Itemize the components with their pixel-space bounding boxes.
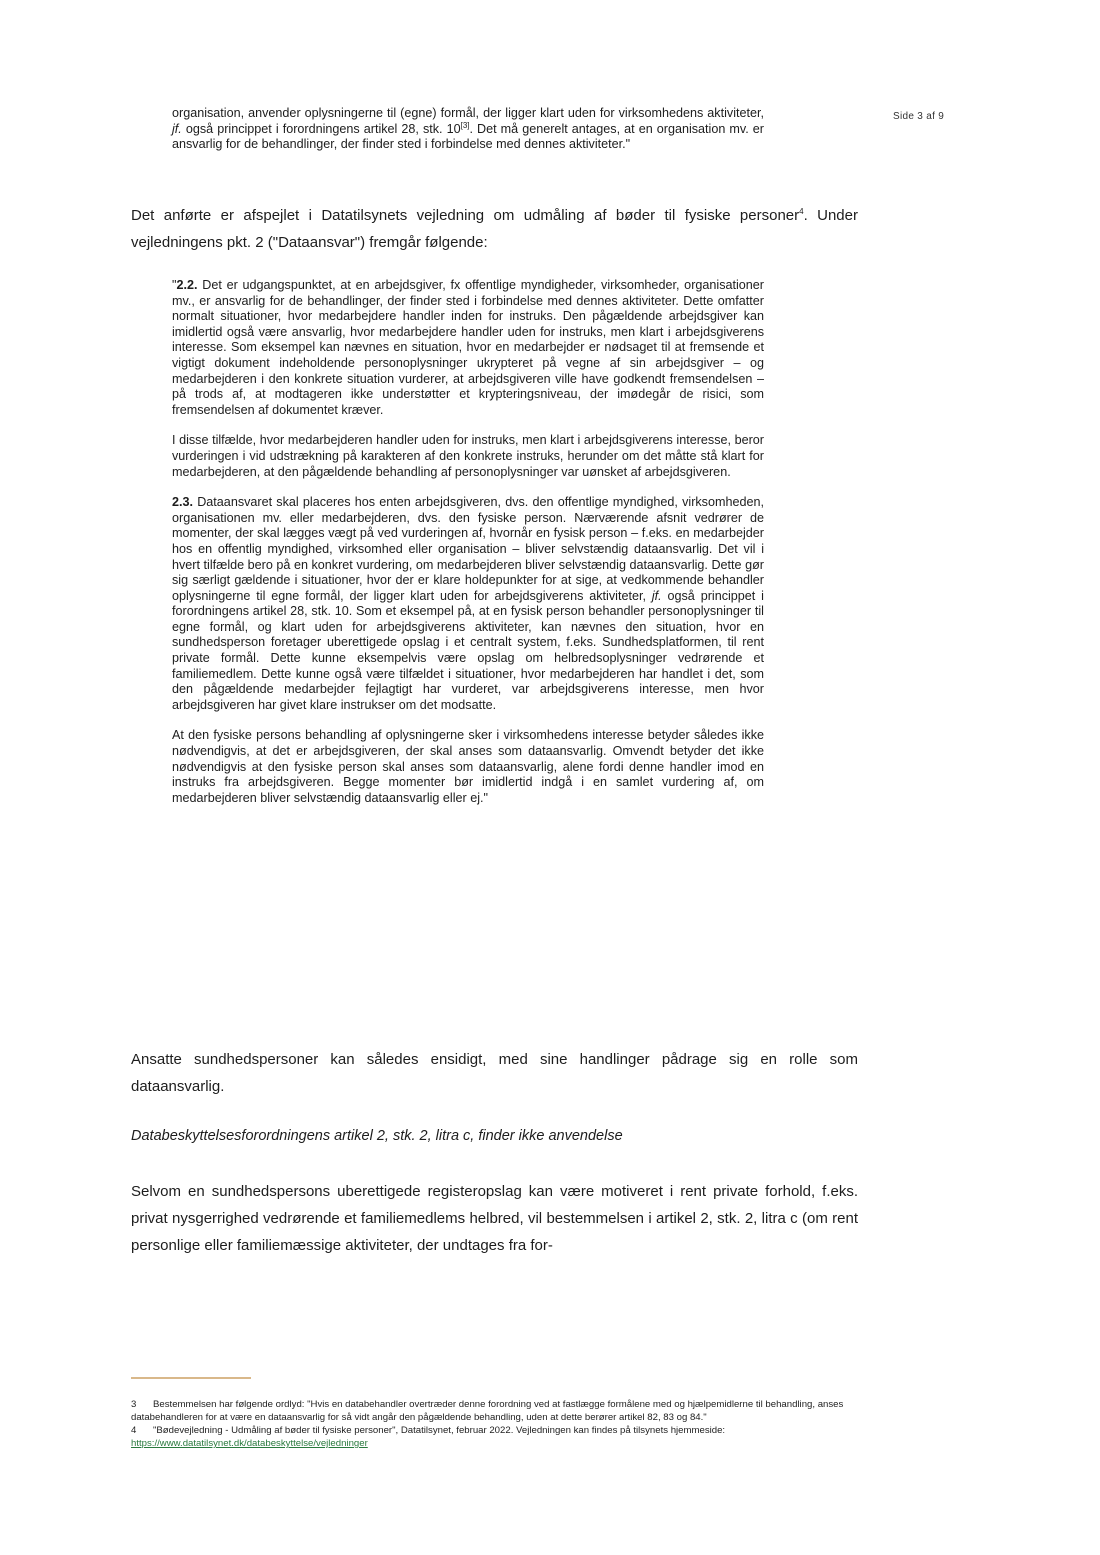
section-number: 2.2. (176, 278, 198, 292)
footnote-link[interactable]: https://www.datatilsynet.dk/databeskyttelse/vejledninger (131, 1438, 368, 1449)
quote-italic: jf. (651, 588, 662, 603)
quote-text: også princippet i forordningens artikel 28, stk. 10. Som et eksempel på, at en fysisk person behandler personoplysninger til egne formål, og klart uden for arbejdsgiverens aktiviteter, kan nævnes den situation, hvor en sundhedsperson foretager uberettigede opslag i et centralt system, f.eks. Sundhedsplatformen, til rent private formål. Dette kunne eksempelvis være opslag om helbredsoplysninger vedrørende et familiemedlem. Dette kunne også være tilfældet i situationer, hvor medarbejderen har handlet i det, som den pågældende medarbejder fejlagtigt har vurderet, var arbejdsgiverens interesse, men hvor arbejdsgiveren har givet klare instrukser om det modsatte. (172, 588, 764, 712)
quote-paragraph (172, 495, 764, 713)
body-text: Det anførte er afspejlet i Datatilsynets vejledning om udmåling af bøder til fysiske personer (131, 207, 800, 224)
quote-text: organisation, anvender oplysningerne til (egne) formål, der ligger klart uden for virksomhedens aktiviteter, (172, 106, 764, 120)
footnote-number: 4 (131, 1425, 137, 1436)
body-paragraph-3: Selvom en sundhedspersons uberettigede registeropslag kan være motiveret i rent private forhold, f.eks. privat nysgerrighed vedrørende et familiemedlems helbred, vil bestemmelsen i artikel 2, stk. 2, litra c (om rent personlige eller familiemæssige aktiviteter, der undtages fra for- (131, 1183, 858, 1254)
body-paragraph-2: Ansatte sundhedspersoner kan således ensidigt, med sine handlinger pådrage sig en rolle som dataansvarlig. (131, 1051, 858, 1095)
quote-paragraph (172, 278, 764, 418)
quote-paragraph (172, 106, 764, 153)
footnote-ref-4[interactable]: 4 (799, 207, 804, 216)
section-number: 2.3. (172, 495, 194, 510)
body-paragraph-1 (131, 202, 858, 256)
footnote-text: Bestemmelsen har følgende ordlyd: "Hvis en databehandler overtræder denne forordning ved at fastlægge formålene med og hjælpemidlerne til behandling, anses databehandleren for at være en dataansvarlig for så vidt angår den pågældende behandling, uden at dette berører artikel 82, 83 og 84." (131, 1399, 844, 1423)
quote-italic: jf. (172, 121, 182, 136)
quote-mark: " (172, 278, 177, 292)
footnote-text: "Bødevejledning - Udmåling af bøder til fysiske personer", Datatilsynet, februar 2022. Vejledningen kan findes på tilsynets hjemmeside: (153, 1425, 726, 1436)
footnote-ref-3[interactable]: [3] (460, 120, 470, 130)
footnote-3 (131, 1398, 858, 1424)
quote-text: Dataansvaret skal placeres hos enten arbejdsgiveren, dvs. den offentlige myndighed, virksomheden, organisationen mv. eller medarbejderen, dvs. den fysiske person. Nærværende afsnit vedrører de momenter, der skal lægges vægt på ved vurderingen af, hvornår en fysisk person – f.eks. en medarbejder hos en offentlig myndighed, virksomhed eller organisation – bliver selvstændig dataansvarlig. Det vil i hvert tilfælde bero på en konkret vurdering, om medarbejderen bliver selvstændig dataansvarlig. Dette gør sig særligt gældende i situationer, hvor der er klare holdepunkter for at sige, at vedkommende behandler oplysningerne til egne formål, der ligger klart uden for arbejdsgiverens aktiviteter, (172, 495, 764, 603)
footnote-4 (131, 1424, 858, 1450)
body-text: . Under vejledningens pkt. 2 ("Dataansvar") fremgår følgende: (131, 207, 858, 251)
quote-block-2 (172, 278, 764, 821)
page-number: Side 3 af 9 (893, 111, 945, 122)
footnote-separator (131, 1377, 251, 1379)
footnotes (131, 1398, 858, 1450)
quote-paragraph: At den fysiske persons behandling af oplysningerne sker i virksomhedens interesse betyder således ikke nødvendigvis, at det er arbejdsgiveren, der skal anses som dataansvarlig. Omvendt betyder det ikke nødvendigvis at den fysiske person skal anses som dataansvarlig, alene fordi denne handler imod en instruks fra arbejdsgiveren. Begge momenter bør imidlertid indgå i en samlet vurdering af, om medarbejderen bliver selvstændig dataansvarlig eller ej." (172, 728, 764, 805)
quote-block-1 (172, 106, 764, 168)
quote-paragraph: I disse tilfælde, hvor medarbejderen handler uden for instruks, men klart i arbejdsgiverens interesse, beror vurderingen i vid udstrækning på karakteren af den konkrete instruks, herunder om det måtte stå klart for medarbejderen, at den pågældende behandling af personoplysninger var uønsket af arbejdsgiveren. (172, 433, 764, 479)
section-heading: Databeskyttelsesforordningens artikel 2, stk. 2, litra c, finder ikke anvendelse (131, 1128, 623, 1144)
quote-text: Det er udgangspunktet, at en arbejdsgiver, fx offentlige myndigheder, virksomheder, organisationer mv., er ansvarlig for de behandlinger, der finder sted i forbindelse med dennes aktiviteter. Dette omfatter normalt situationer, hvor medarbejdere handler inden for instruks. Den pågældende arbejdsgiver kan imidlertid også være ansvarlig, hvor medarbejdere handler uden for instruks, men klart i arbejdsgiverens interesse. Som eksempel kan nævnes en situation, hvor en medarbejder er nødsaget til at fremsende et vigtigt dokument indeholdende personoplysninger ukrypteret på vegne af sin arbejdsgiver – og medarbejderen i den konkrete situation vurderer, at arbejdsgiveren ville have godkendt fremsendelsen – på trods af, at modtageren ikke understøtter et krypteringsniveau, der imødegår de risici, som fremsendelsen af dokumentet kræver. (172, 278, 764, 417)
quote-text: . Det må generelt antages, at en organisation mv. er ansvarlig for de behandlinger, der finder sted i forbindelse med dennes aktiviteter." (172, 121, 764, 152)
quote-text: også princippet i forordningens artikel 28, stk. 10 (181, 121, 461, 136)
footnote-number: 3 (131, 1399, 137, 1410)
